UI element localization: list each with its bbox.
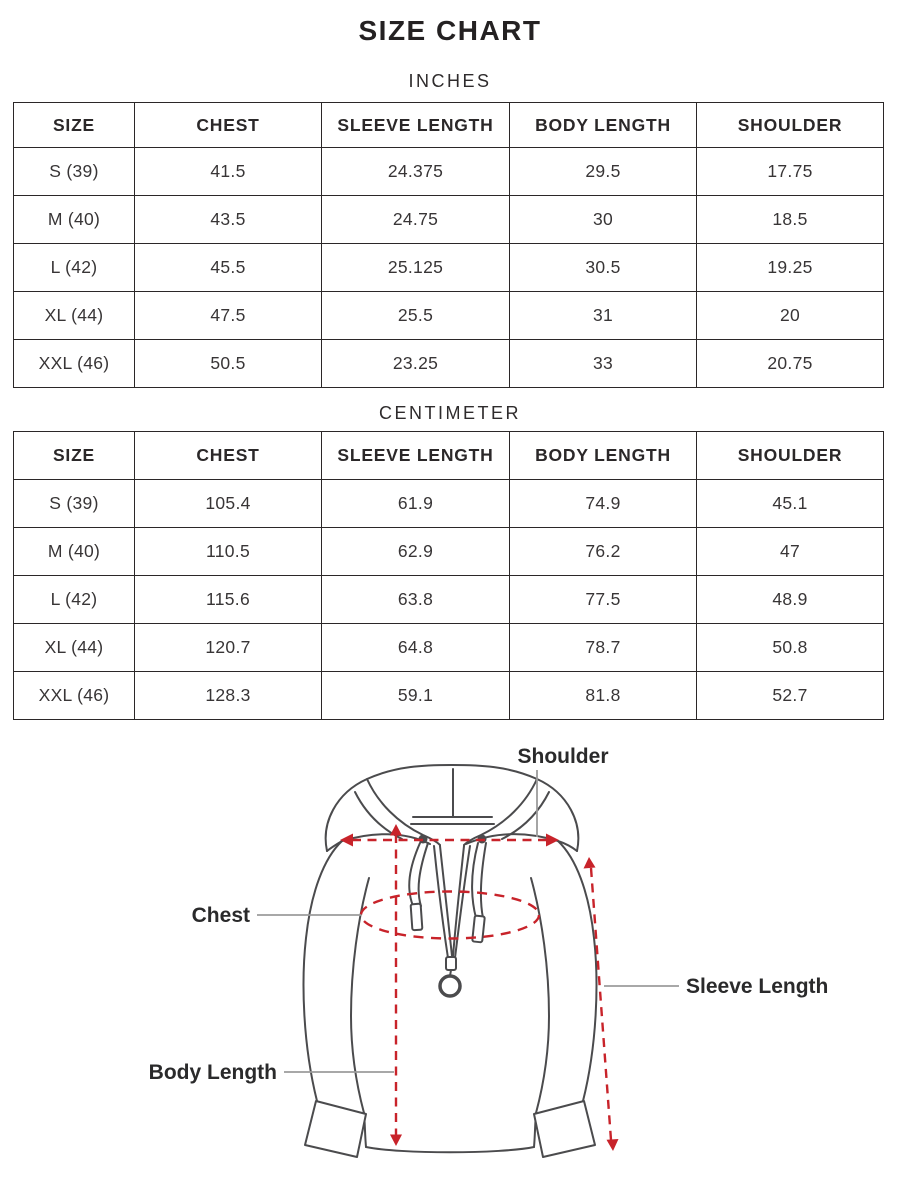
table-row [14, 244, 884, 292]
hem [366, 1147, 534, 1152]
table-row [14, 292, 884, 340]
arrowhead [584, 857, 596, 869]
size-cell: XXL (46) [14, 340, 135, 388]
sleeve-length-arrow [591, 868, 611, 1140]
table-row [14, 576, 884, 624]
value-cell: 43.5 [135, 196, 322, 244]
value-cell: 17.75 [697, 148, 884, 196]
value-cell: 23.25 [322, 340, 510, 388]
diagram-labels [149, 745, 829, 1084]
value-cell: 24.75 [322, 196, 510, 244]
value-cell: 30.5 [510, 244, 697, 292]
size-cell: XXL (46) [14, 672, 135, 720]
column-header: CHEST [135, 432, 322, 480]
value-cell: 64.8 [322, 624, 510, 672]
left-sleeve-outer [304, 841, 342, 1101]
left-sleeve-inner [351, 878, 369, 1113]
value-cell: 74.9 [510, 480, 697, 528]
column-header: SIZE [14, 432, 135, 480]
right-cuff [534, 1101, 595, 1157]
size-table-centimeter [13, 431, 884, 720]
value-cell: 45.1 [697, 480, 884, 528]
shoulder-label: Shoulder [517, 745, 609, 768]
zipper-slider [446, 957, 456, 970]
drawstring-right [472, 843, 478, 918]
arrowhead [390, 824, 402, 836]
value-cell: 20 [697, 292, 884, 340]
arrowhead [340, 834, 353, 847]
unit-label-centimeter: CENTIMETER [379, 403, 521, 423]
value-cell: 77.5 [510, 576, 697, 624]
size-cell: M (40) [14, 528, 135, 576]
table-row [14, 148, 884, 196]
value-cell: 18.5 [697, 196, 884, 244]
value-cell: 20.75 [697, 340, 884, 388]
drawstring-right [481, 843, 486, 918]
column-header: BODY LENGTH [510, 103, 697, 148]
left-cuff [305, 1101, 366, 1157]
value-cell: 52.7 [697, 672, 884, 720]
value-cell: 115.6 [135, 576, 322, 624]
size-cell: XL (44) [14, 292, 135, 340]
column-header: BODY LENGTH [510, 432, 697, 480]
column-header: SHOULDER [697, 103, 884, 148]
value-cell: 50.5 [135, 340, 322, 388]
value-cell: 24.375 [322, 148, 510, 196]
value-cell: 110.5 [135, 528, 322, 576]
chest-label: Chest [191, 904, 250, 927]
column-header: CHEST [135, 103, 322, 148]
table-row [14, 624, 884, 672]
value-cell: 30 [510, 196, 697, 244]
value-cell: 105.4 [135, 480, 322, 528]
value-cell: 45.5 [135, 244, 322, 292]
size-cell: L (42) [14, 576, 135, 624]
table-row [14, 196, 884, 244]
table-row [14, 340, 884, 388]
hood-drape [558, 841, 577, 851]
drawstring-left [419, 843, 428, 906]
header-row [14, 103, 884, 148]
table-row [14, 480, 884, 528]
value-cell: 78.7 [510, 624, 697, 672]
value-cell: 120.7 [135, 624, 322, 672]
size-cell: L (42) [14, 244, 135, 292]
right-sleeve-outer [558, 841, 596, 1101]
value-cell: 81.8 [510, 672, 697, 720]
value-cell: 128.3 [135, 672, 322, 720]
value-cell: 33 [510, 340, 697, 388]
size-cell: XL (44) [14, 624, 135, 672]
value-cell: 48.9 [697, 576, 884, 624]
arrowhead [390, 1135, 402, 1147]
value-cell: 41.5 [135, 148, 322, 196]
value-cell: 59.1 [322, 672, 510, 720]
unit-label-inches: INCHES [408, 71, 492, 91]
value-cell: 47 [697, 528, 884, 576]
size-cell: M (40) [14, 196, 135, 244]
value-cell: 63.8 [322, 576, 510, 624]
zipper-ring [440, 976, 460, 996]
column-header: SLEEVE LENGTH [322, 103, 510, 148]
value-cell: 50.8 [697, 624, 884, 672]
size-cell: S (39) [14, 148, 135, 196]
header-row [14, 432, 884, 480]
value-cell: 29.5 [510, 148, 697, 196]
table-row [14, 528, 884, 576]
column-header: SHOULDER [697, 432, 884, 480]
label-pointers [257, 770, 679, 1072]
value-cell: 25.125 [322, 244, 510, 292]
arrowhead [607, 1139, 619, 1151]
size-cell: S (39) [14, 480, 135, 528]
value-cell: 19.25 [697, 244, 884, 292]
arrowhead [546, 834, 559, 847]
column-header: SLEEVE LENGTH [322, 432, 510, 480]
aglet-left [411, 904, 423, 931]
size-table-inches [13, 102, 884, 388]
value-cell: 31 [510, 292, 697, 340]
value-cell: 25.5 [322, 292, 510, 340]
value-cell: 76.2 [510, 528, 697, 576]
right-sleeve-inner [531, 878, 549, 1113]
collar-band [411, 817, 494, 824]
value-cell: 47.5 [135, 292, 322, 340]
column-header: SIZE [14, 103, 135, 148]
value-cell: 62.9 [322, 528, 510, 576]
body-length-label: Body Length [148, 1061, 277, 1084]
measurement-diagram [0, 720, 900, 1200]
value-cell: 61.9 [322, 480, 510, 528]
hoodie-illustration [304, 765, 597, 1157]
sleeve-length-label: Sleeve Length [686, 975, 829, 998]
table-row [14, 672, 884, 720]
page-title: SIZE CHART [358, 15, 542, 46]
